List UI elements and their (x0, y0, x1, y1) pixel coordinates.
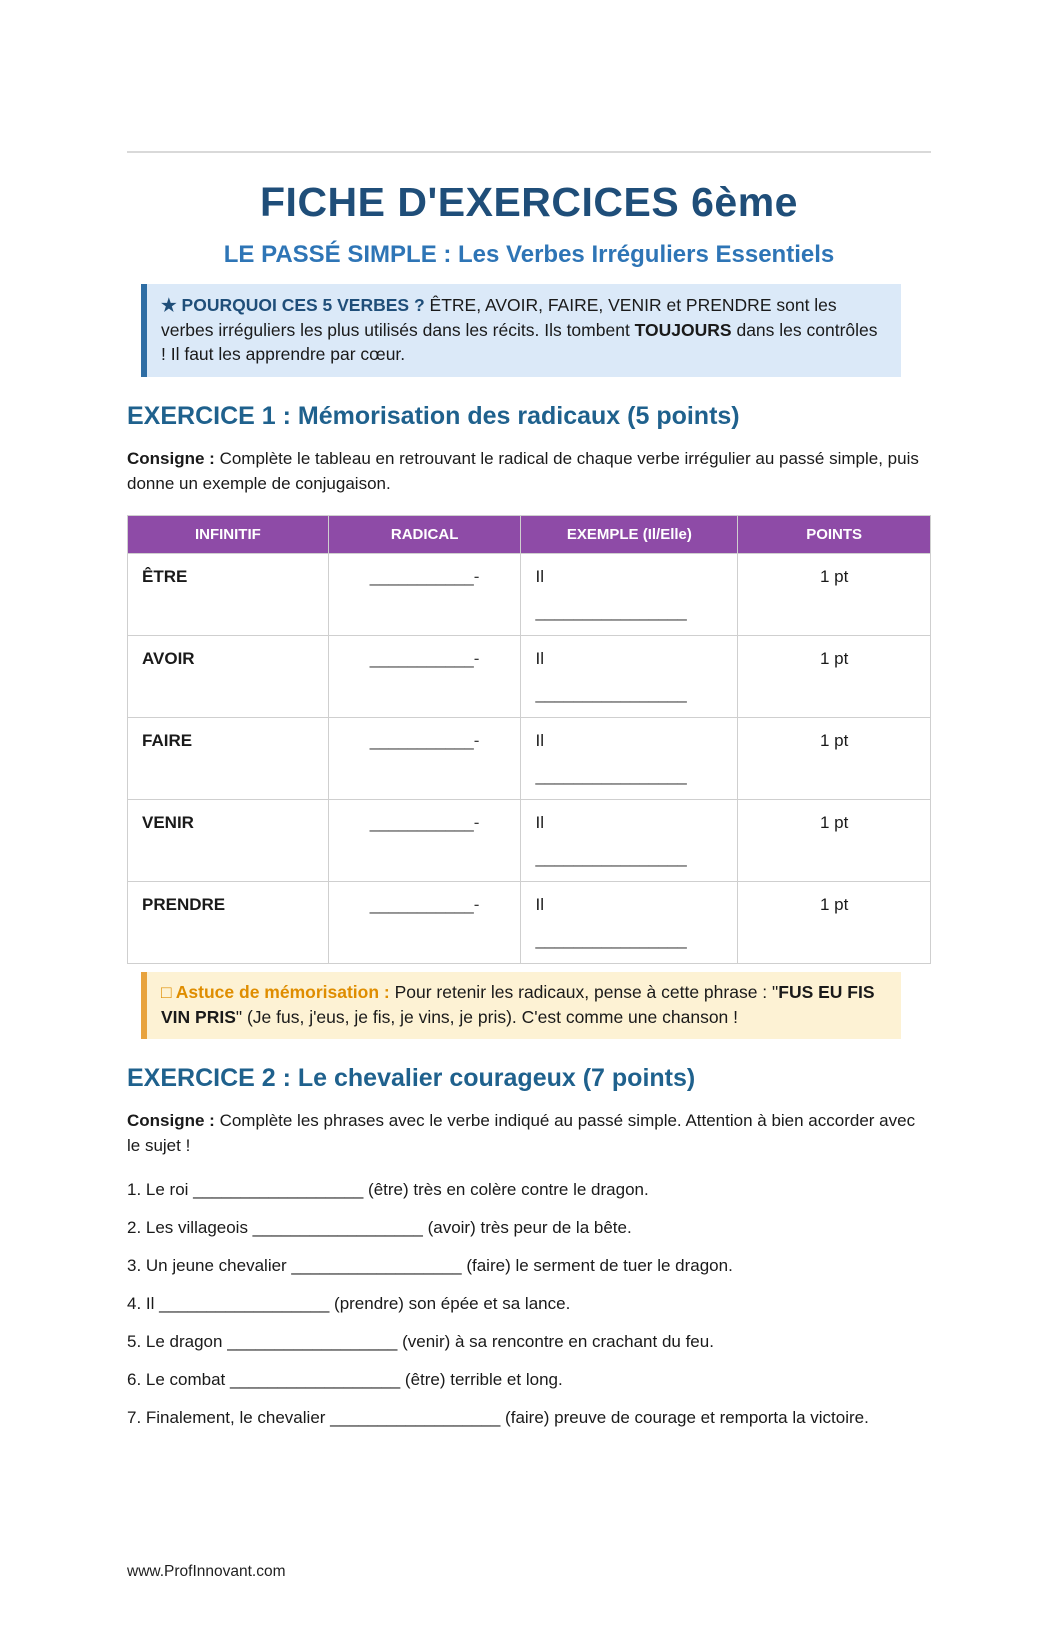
exemple-blank-line: ________________ (535, 765, 687, 785)
sentence-item: 4. Il __________________ (prendre) son épée et sa lance. (127, 1293, 571, 1313)
exercise2-heading: EXERCICE 2 : Le chevalier courageux (7 points) (127, 1063, 696, 1092)
tip-text-1: Pour retenir les radicaux, pense à cette phrase : " (389, 981, 779, 1002)
sentence-item: 6. Le combat __________________ (être) terrible et long. (127, 1369, 563, 1389)
column-header-infinitif: INFINITIF (128, 515, 329, 553)
sentence-item: 7. Finalement, le chevalier __________________ (faire) preuve de courage et remporta la victoire. (127, 1407, 869, 1427)
verb-cell: VENIR (128, 799, 329, 881)
table-header-row (128, 515, 931, 553)
tip-label: □ Astuce de mémorisation : (161, 981, 390, 1002)
exemple-cell (521, 717, 738, 799)
radical-blank-cell: ___________- (328, 799, 521, 881)
memorization-tip-callout (141, 972, 901, 1039)
points-cell: 1 pt (738, 799, 931, 881)
exemple-blank-line: ________________ (535, 847, 687, 867)
sentence-item: 3. Un jeune chevalier __________________ (faire) le serment de tuer le dragon. (127, 1255, 733, 1275)
exemple-pronoun: Il (535, 812, 544, 832)
sentence-item: 1. Le roi __________________ (être) très en colère contre le dragon. (127, 1179, 649, 1199)
exemple-blank-line: ________________ (535, 683, 687, 703)
table-row (128, 799, 931, 881)
consigne-label: Consigne : (127, 1110, 215, 1130)
exemple-pronoun: Il (535, 894, 544, 914)
exemple-cell (521, 635, 738, 717)
consigne-text: Complète les phrases avec le verbe indiqué au passé simple. Attention à bien accorder avec le sujet ! (127, 1110, 916, 1155)
page-title: FICHE D'EXERCICES 6ème (260, 179, 798, 225)
tip-bold-phrase: FUS EU FIS VIN PRIS (161, 981, 875, 1027)
points-cell: 1 pt (738, 881, 931, 963)
callout-label: ★ POURQUOI CES 5 VERBES ? (161, 295, 425, 315)
callout-text-2: dans les contrôles ! Il faut les apprendre par cœur. (161, 319, 878, 364)
exercise1-heading: EXERCICE 1 : Mémorisation des radicaux (5 points) (127, 401, 740, 430)
radical-blank-cell: ___________- (328, 881, 521, 963)
column-header-radical: RADICAL (328, 515, 521, 553)
verb-cell: AVOIR (128, 635, 329, 717)
radicals-table (127, 515, 931, 964)
tip-text-2: " (Je fus, j'eus, je fis, je vins, je pris). C'est comme une chanson ! (235, 1006, 739, 1027)
consigne-text: Complète le tableau en retrouvant le radical de chaque verbe irrégulier au passé simple, puis donne un exemple de conjugaison. (127, 448, 919, 493)
worksheet-page (0, 151, 1058, 1430)
exemple-blank-line: ________________ (535, 929, 687, 949)
points-cell: 1 pt (738, 635, 931, 717)
table-row (128, 881, 931, 963)
verb-cell: ÊTRE (128, 553, 329, 635)
exemple-pronoun: Il (535, 648, 544, 668)
footer-website: www.ProfInnovant.com (127, 1563, 286, 1580)
table-row (128, 553, 931, 635)
exemple-cell (521, 881, 738, 963)
table-row (128, 717, 931, 799)
points-cell: 1 pt (738, 717, 931, 799)
exemple-pronoun: Il (535, 730, 544, 750)
page-subtitle: LE PASSÉ SIMPLE : Les Verbes Irréguliers Essentiels (223, 241, 835, 268)
radical-blank-cell: ___________- (328, 635, 521, 717)
fill-in-sentences (127, 1177, 931, 1430)
sentence-item: 2. Les villageois __________________ (avoir) très peur de la bête. (127, 1217, 632, 1237)
exemple-pronoun: Il (535, 566, 544, 586)
column-header-exemple: EXEMPLE (Il/Elle) (521, 515, 738, 553)
radical-blank-cell: ___________- (328, 553, 521, 635)
exercise2-consigne (127, 1108, 931, 1158)
top-divider (127, 151, 931, 153)
callout-bold-word: TOUJOURS (634, 319, 732, 340)
verb-cell: PRENDRE (128, 881, 329, 963)
consigne-label: Consigne : (127, 448, 215, 468)
exemple-cell (521, 553, 738, 635)
exercise1-consigne (127, 446, 931, 496)
sentence-item: 5. Le dragon __________________ (venir) à sa rencontre en crachant du feu. (127, 1331, 714, 1351)
column-header-points: POINTS (738, 515, 931, 553)
points-cell: 1 pt (738, 553, 931, 635)
callout-text-1: ÊTRE, AVOIR, FAIRE, VENIR et PRENDRE sont les verbes irréguliers les plus utilisés dans les récits. Ils tombent (161, 295, 837, 340)
radical-blank-cell: ___________- (328, 717, 521, 799)
verb-cell: FAIRE (128, 717, 329, 799)
table-row (128, 635, 931, 717)
exemple-cell (521, 799, 738, 881)
exemple-blank-line: ________________ (535, 601, 687, 621)
why-these-verbs-callout (141, 284, 901, 377)
